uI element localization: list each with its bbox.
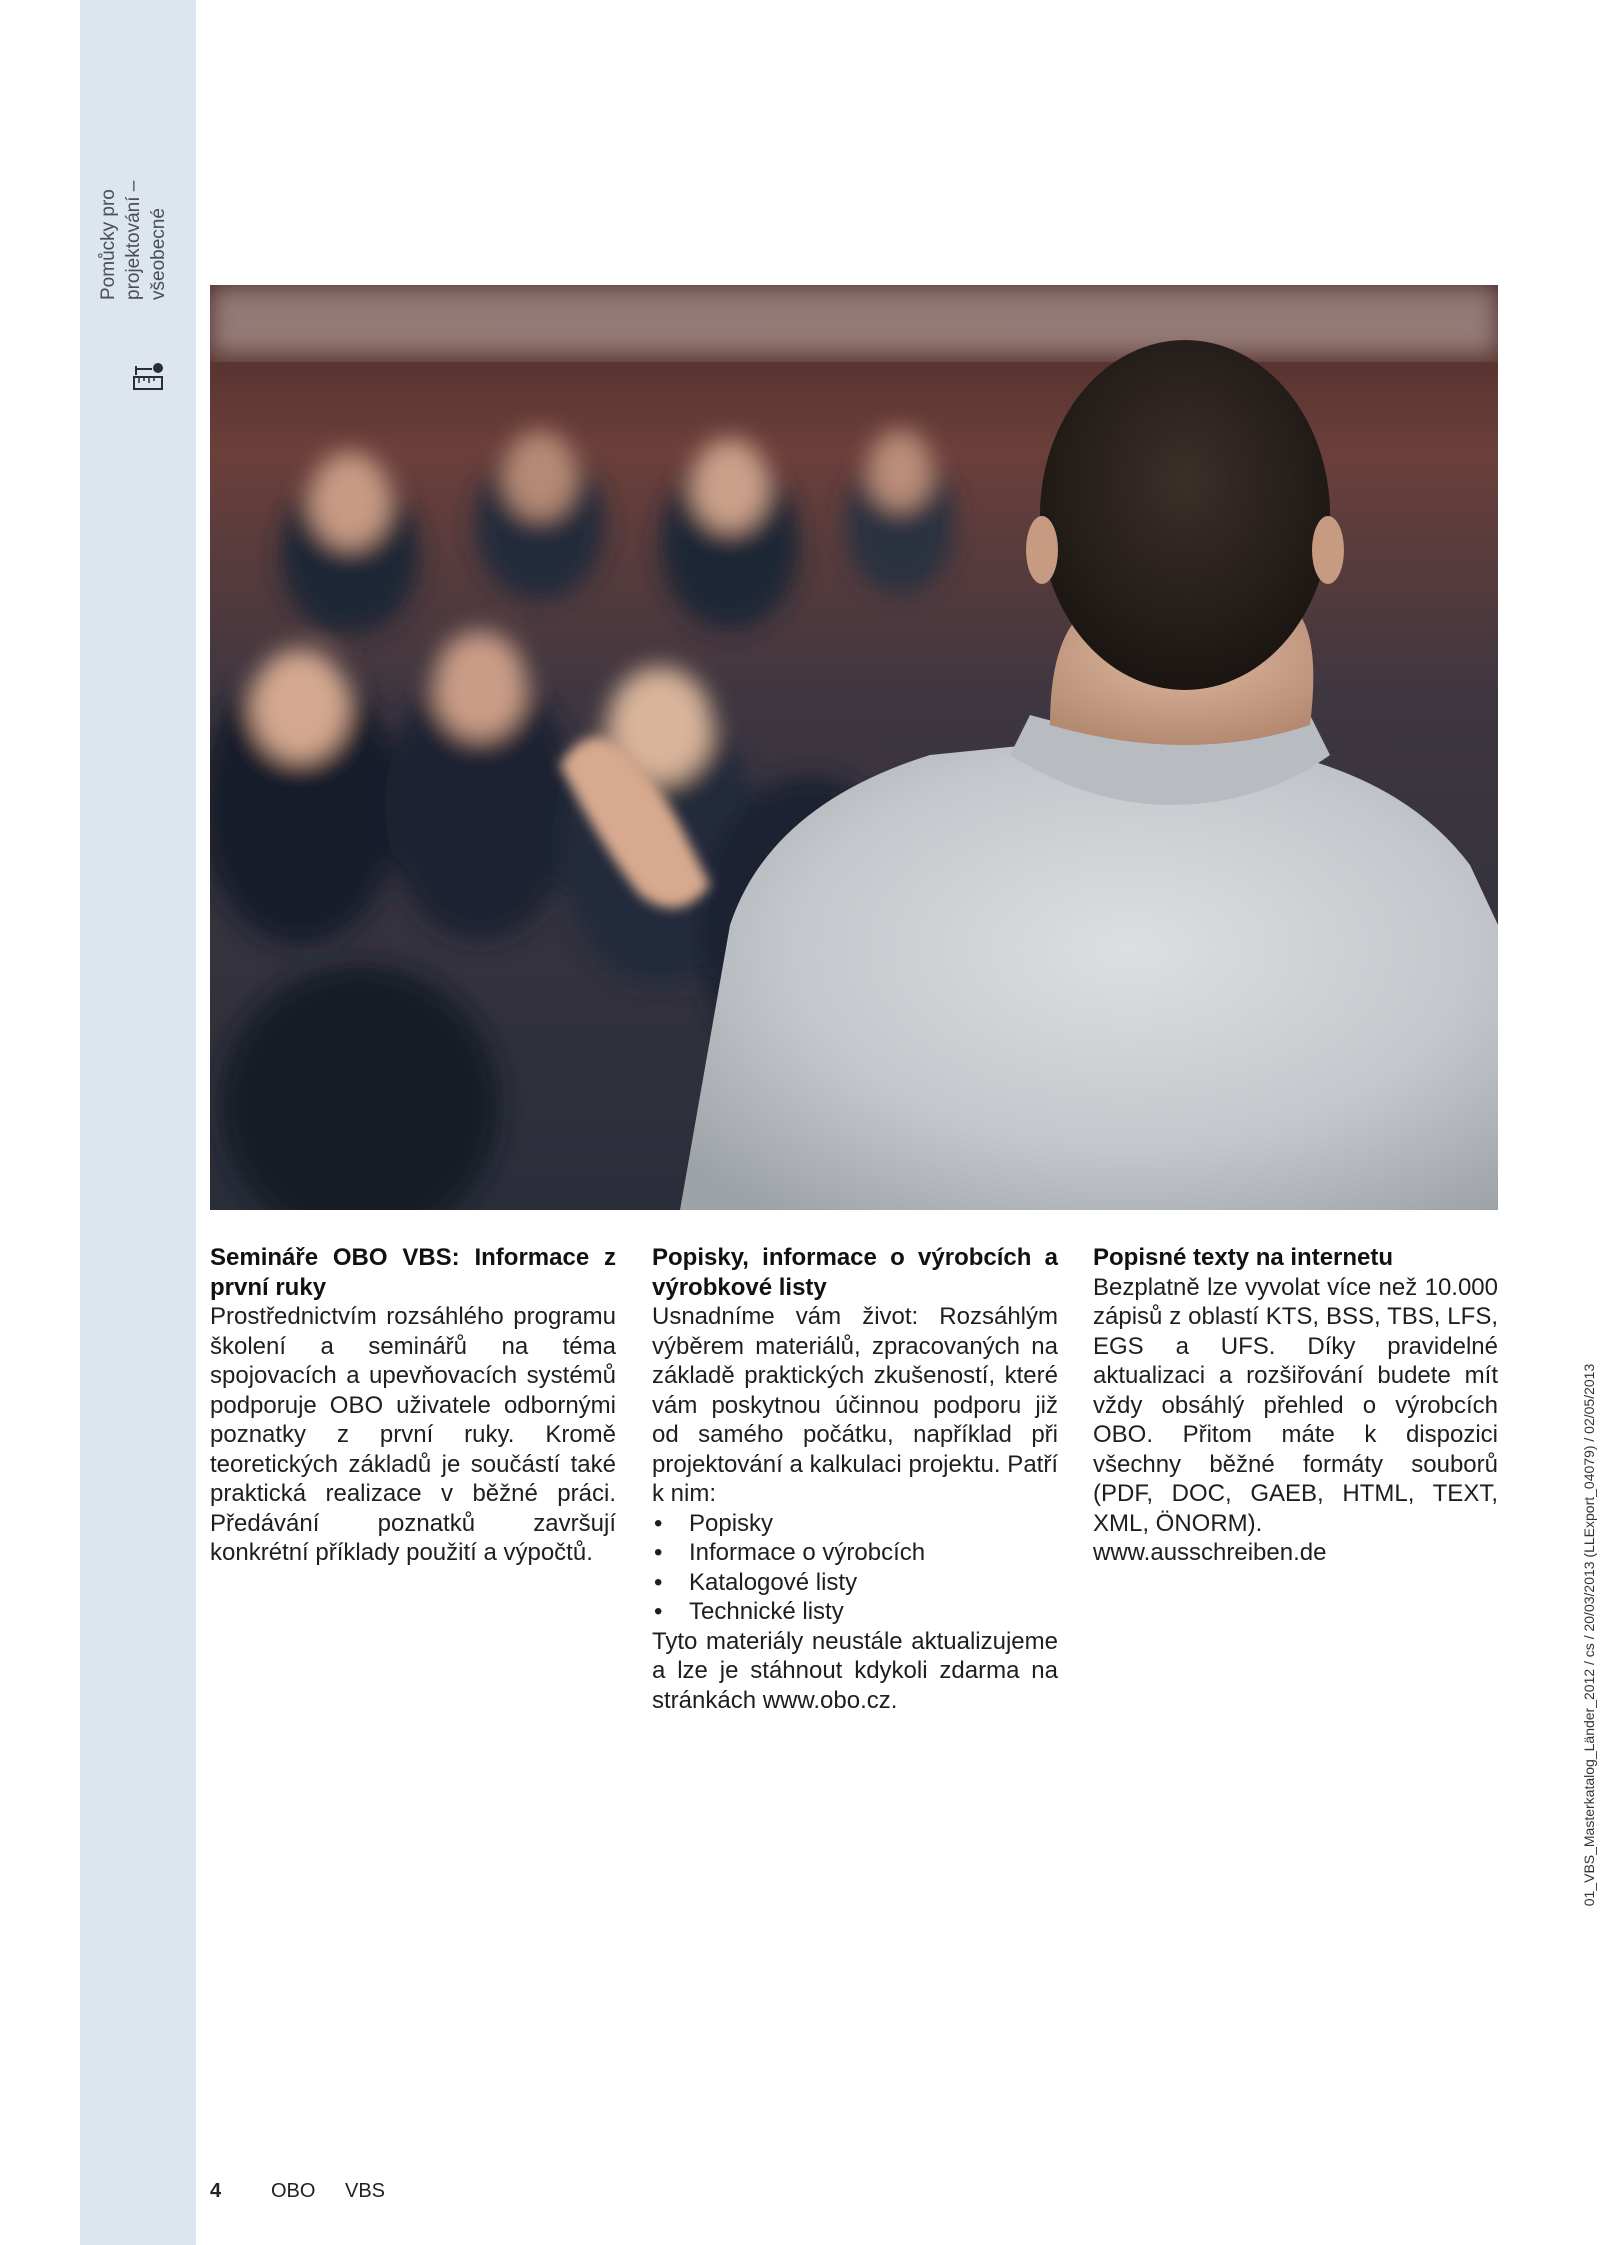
list-item: • Technické listy	[654, 1598, 844, 1625]
column-heading: Popisky, informace o výrobcích a výrobkové listy	[652, 1244, 1058, 1301]
column-heading: Semináře OBO VBS: Informace z první ruky	[210, 1244, 616, 1301]
print-margin-note: 01_VBS_Masterkatalog_Länder_2012 / cs / 20/03/2013 (LLExport_04079) / 02/05/2013	[1581, 1363, 1597, 1907]
column-intro: Usnadníme vám život: Rozsáhlým výběrem materiálů, zpracovaných na základě praktických zkušeností, které vám poskytnou účinnou podporu již od samého počátku, například při projektování a kalkulaci projektu. Patří k nim:	[652, 1303, 1058, 1507]
column-heading: Popisné texty na internetu	[1093, 1244, 1394, 1271]
website-link[interactable]: www.ausschreiben.de	[1093, 1539, 1327, 1566]
column-body: Bezplatně lze vyvolat více než 10.000 zápisů z oblastí KTS, BSS, TBS, LFS, EGS a UFS. Díky pravidelné aktualizaci a rozšiřování budete mít vždy obsáhlý přehled o výrobcích OBO. Přitom máte k dispozici všechny běžné formáty souborů (PDF, DOC, GAEB, HTML, TEXT, XML, ÖNORM).	[1093, 1273, 1498, 1537]
page-number: 4	[210, 2180, 222, 2202]
presentation-photo	[210, 285, 1498, 1210]
tools-ruler-icon	[132, 360, 166, 394]
bullet-dot: •	[654, 1539, 663, 1566]
sidebar-band	[80, 0, 196, 2245]
bullet-dot: •	[654, 1568, 663, 1596]
column-product-info	[652, 1243, 1058, 1715]
section-title: Pomůcky pro projektování – všeobecné	[98, 180, 169, 300]
list-item: • Informace o výrobcích	[654, 1539, 926, 1566]
bullet-dot: •	[654, 1598, 663, 1625]
footer-brand: OBO	[271, 2180, 316, 2202]
list-item: • Katalogové listy	[654, 1568, 858, 1596]
footer-product: VBS	[345, 2180, 386, 2202]
bullet-dot: •	[654, 1509, 663, 1537]
column-outro: Tyto materiály neustále aktualizujeme a lze je stáhnout kdykoli zdarma na stránkách www.obo.cz.	[652, 1627, 1058, 1714]
column-seminars	[210, 1243, 616, 1568]
column-internet-texts	[1093, 1243, 1498, 1568]
list-item: • Popisky	[654, 1509, 774, 1537]
bullet-list	[652, 1509, 1058, 1627]
column-body: Prostřednictvím rozsáhlého programu školení a seminářů na téma spojovacích a upevňovacích systémů podporuje OBO uživatele odbornými poznatky z první ruky. Kromě teoretických základů je součástí také praktická realizace v běžné práci. Předávání poznatků završují konkrétní příklady použití a výpočtů.	[210, 1303, 616, 1566]
